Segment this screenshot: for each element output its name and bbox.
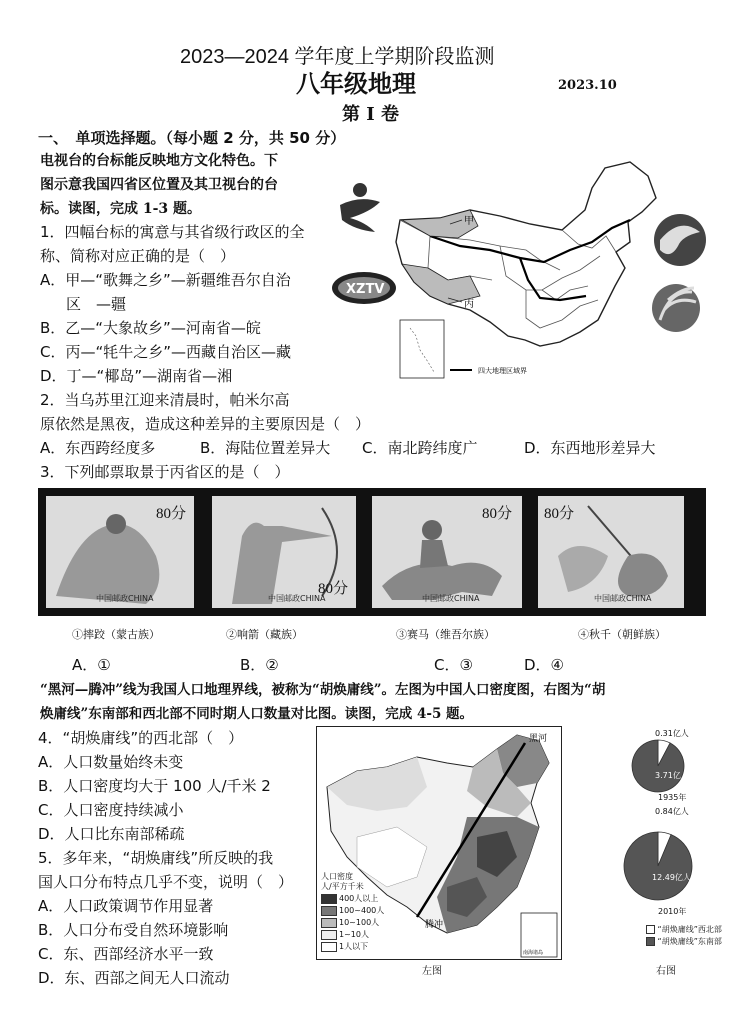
- q1-option-c[interactable]: C．丙—“牦牛之乡”—西藏自治区—藏: [40, 343, 292, 361]
- stamp-4: [532, 490, 690, 614]
- intro-line-2: 图示意我国四省区位置及其卫视台的台: [40, 177, 278, 193]
- q2-stem-1: 2．当乌苏里江迎来清晨时，帕米尔高: [40, 391, 290, 409]
- stamp-caption-3: ③赛马（维吾尔族）: [396, 628, 495, 641]
- volume-label: 第 I 卷: [342, 104, 399, 125]
- legend-1: 1~10人: [321, 929, 369, 940]
- logo-jia-icon: [340, 183, 380, 232]
- q5-stem-1: 5．多年来，“胡焕庸线”所反映的我: [38, 849, 274, 867]
- stamp-2-post: 中国邮政CHINA: [268, 594, 326, 603]
- exam-date: 2023.10: [558, 78, 617, 93]
- stamp-caption-1: ①摔跤（蒙古族）: [72, 628, 160, 641]
- q1-stem-2: 称、简称对应正确的是（ ）: [40, 247, 236, 265]
- q4-option-d[interactable]: D．人口比东南部稀疏: [38, 825, 185, 843]
- legend-100: 100~400人: [321, 905, 384, 916]
- stamp-2-value: 80分: [317, 581, 348, 597]
- q4-option-a[interactable]: A．人口数量始终未变: [38, 753, 184, 771]
- pie1-slice-2: [632, 740, 684, 792]
- stamp-1-post: 中国邮政CHINA: [96, 594, 154, 603]
- q5-option-c[interactable]: C．东、西部经济水平一致: [38, 945, 214, 963]
- q5-option-a[interactable]: A．人口政策调节作用显著: [38, 897, 214, 915]
- q1-stem-1: 1．四幅台标的寓意与其省级行政区的全: [40, 223, 305, 241]
- q1-option-a-cont: 区 —疆: [66, 295, 127, 313]
- pie2-small-label: 0.84亿人: [655, 807, 689, 816]
- stamp-3: [366, 490, 528, 614]
- stamp-1: [40, 490, 200, 614]
- q3-option-c[interactable]: C．③: [434, 656, 473, 674]
- legend-title: 人口密度: [321, 872, 353, 881]
- intro-line-3: 标。读图，完成 1-3 题。: [40, 201, 202, 217]
- legend-0: 1人以下: [321, 941, 368, 952]
- section2-intro-2: 焕庸线”东南部和西北部不同时期人口数量对比图。读图，完成 4-5 题。: [40, 706, 474, 722]
- stamp-2: [206, 490, 362, 614]
- legend-unit: 人/平方千米: [321, 882, 364, 891]
- q1-option-d[interactable]: D．丁—“椰岛”—湖南省—湘: [40, 367, 233, 385]
- pie1-small-label: 0.31亿人: [655, 729, 689, 738]
- q1-option-a[interactable]: A．甲—“歌舞之乡”—新疆维吾尔自治: [40, 271, 291, 289]
- intro-line-1: 电视台的台标能反映地方文化特色。下: [40, 153, 278, 169]
- pie2-year: 2010年: [658, 907, 687, 916]
- stamp-3-post: 中国邮政CHINA: [422, 594, 480, 603]
- map1-legend: 四大地理区域界: [478, 367, 527, 375]
- label-jia: 甲: [464, 216, 474, 227]
- population-density-map: [316, 726, 562, 960]
- pie1-big-label: 3.71亿人: [655, 771, 689, 780]
- q3-option-b[interactable]: B．②: [240, 656, 279, 674]
- stamp-caption-4: ④秋千（朝鲜族）: [578, 628, 666, 641]
- q3-option-a[interactable]: A．①: [72, 656, 111, 674]
- label-heihe: 黑河: [529, 734, 548, 744]
- china-province-map: [330, 150, 710, 385]
- pie2-big-label: 12.49亿人: [652, 873, 691, 882]
- q2-option-b[interactable]: B．海陆位置差异大: [200, 439, 331, 457]
- q2-stem-2: 原依然是黑夜，造成这种差异的主要原因是（ ）: [40, 415, 371, 433]
- legend-10: 10~100人: [321, 917, 379, 928]
- svg-text:南海诸岛: 南海诸岛: [523, 950, 544, 956]
- stamp-4-post: 中国邮政CHINA: [594, 594, 652, 603]
- section2-intro-1: “黑河—腾冲”线为我国人口地理界线，被称为“胡焕庸线”。左图为中国人口密度图，右图为“胡: [40, 682, 606, 698]
- q2-option-c[interactable]: C．南北跨纬度广: [362, 439, 478, 457]
- pie-caption: 右图: [656, 966, 676, 977]
- q4-stem: 4．“胡焕庸线”的西北部（ ）: [38, 729, 244, 747]
- pie2-slice-2: [624, 832, 692, 900]
- popmap-caption: 左图: [422, 966, 442, 977]
- q5-option-b[interactable]: B．人口分布受自然环境影响: [38, 921, 229, 939]
- label-bing: 丙: [464, 299, 474, 310]
- subject-title: 八年级地理: [296, 70, 416, 98]
- logo-xztv-text: XZTV: [346, 282, 385, 297]
- q4-option-b[interactable]: B．人口密度均大于 100 人/千米 2: [38, 777, 271, 795]
- q1-option-b[interactable]: B．乙—“大象故乡”—河南省—皖: [40, 319, 261, 337]
- q2-option-d[interactable]: D．东西地形差异大: [524, 439, 656, 457]
- q3-stem: 3．下列邮票取景于丙省区的是（ ）: [40, 463, 290, 481]
- q5-option-d[interactable]: D．东、西部之间无人口流动: [38, 969, 230, 987]
- legend-400: 400人以上: [321, 893, 378, 904]
- label-tengchong: 腾冲: [425, 920, 444, 930]
- pie-legend-2: “胡焕庸线”东南部: [646, 936, 722, 947]
- q5-stem-2: 国人口分布特点几乎不变，说明（ ）: [38, 873, 294, 891]
- logo-ding-icon: [652, 284, 700, 332]
- logo-yi-icon: [654, 214, 706, 266]
- q2-option-a[interactable]: A．东西跨经度多: [40, 439, 156, 457]
- stamp-4-value: 80分: [544, 506, 575, 522]
- stamp-caption-2: ②响箭（藏族）: [226, 628, 303, 641]
- stamp-1-value: 80分: [155, 506, 186, 522]
- pie1-year: 1935年: [658, 793, 687, 802]
- exam-title: 2023—2024 学年度上学期阶段监测: [180, 46, 495, 68]
- pie-legend-1: “胡焕庸线”西北部: [646, 924, 722, 935]
- section-heading: 一、 单项选择题。（每小题 2 分，共 50 分）: [38, 129, 346, 147]
- stamp-3-value: 80分: [481, 506, 512, 522]
- q3-option-d[interactable]: D．④: [524, 656, 564, 674]
- south-sea-inset: [400, 320, 444, 378]
- logo-xztv-icon: [332, 272, 396, 304]
- q4-option-c[interactable]: C．人口密度持续减小: [38, 801, 184, 819]
